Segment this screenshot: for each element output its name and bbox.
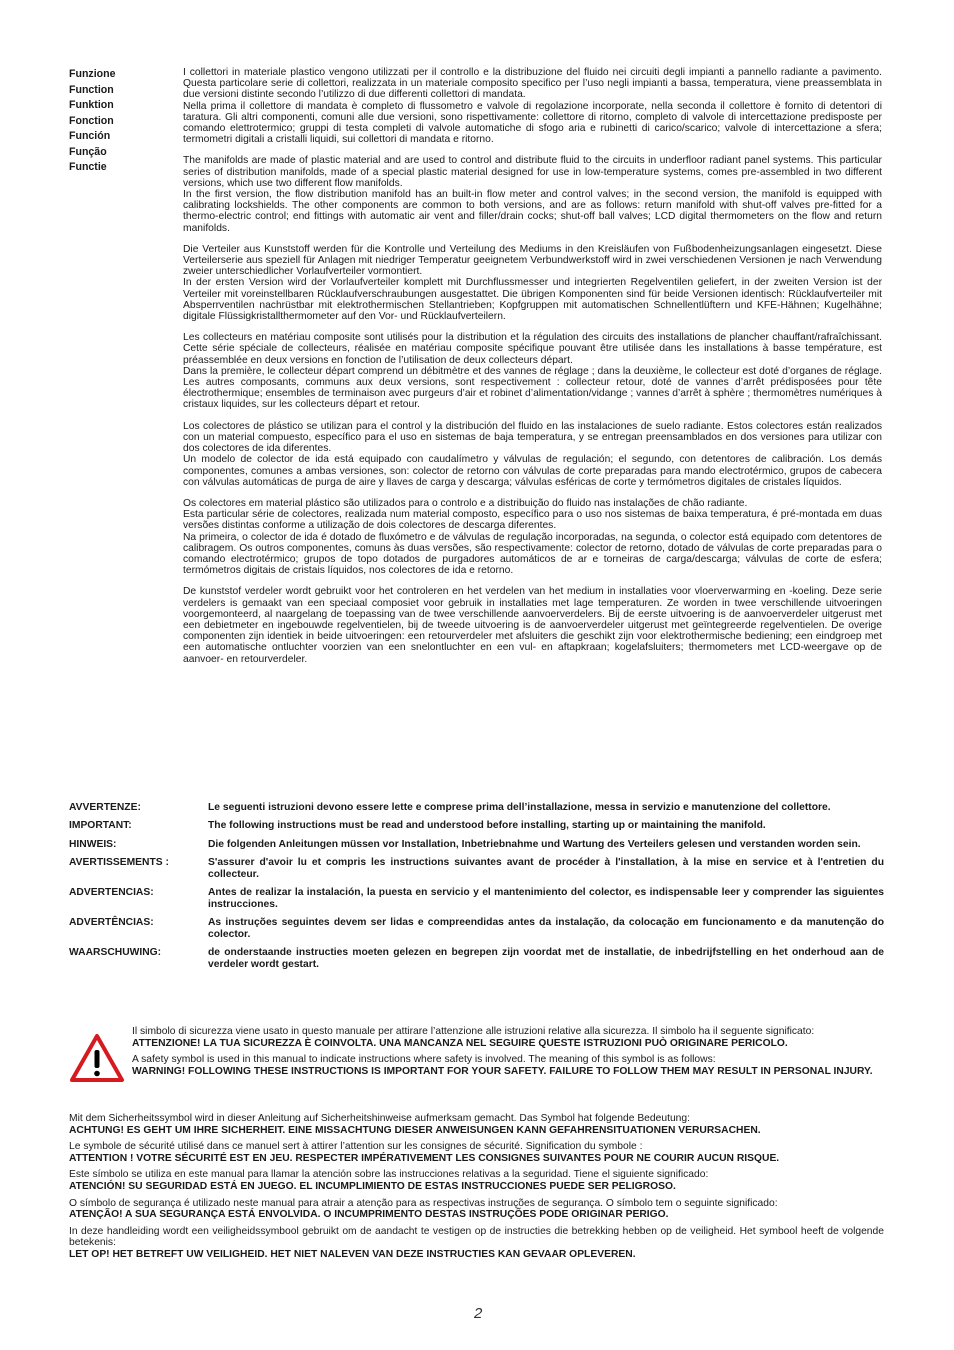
paragraph-line: Nella prima il collettore di mandata è completo di flussometro e valvole di regolazione incorporate, nella seconda il collettore è fornito di detentori di taratura. Gli altri componenti, comuni alle due versioni, sono rispettivamente: collettore di ritorno, completo di valvole di intercettazione predisposte per comando elettrotermico; gruppi di testa completi di valvole automatiche di sfogo aria e rubinetti di carico/scarico; valvole di intercettazione a sfera; termometri digitali a cristalli liquidi, sui collettori di mandata e ritorno. (183, 100, 882, 146)
warning-triangle-icon (69, 1033, 125, 1083)
safety-note-en (132, 1054, 884, 1077)
paragraph-line: Los colectores de plástico se utilizan para el control y la distribución del fluido en las instalaciones de suelo radiante. Estos colectores están realizados con un material compuesto, específico para el uso en sistemas de baja temperatura, y se entregan preensamblados en dos versiones para utilizar con dos colectores de ida diferentes. (183, 420, 882, 455)
warning-row-en (69, 820, 884, 832)
paragraph-line: Na primeira, o colector de ida é dotado de fluxómetro e de válvulas de regulação incorporadas, na segunda, o colector está equipado com detentores de calibragem. Os outros componentes, comuns às duas versões, são respectivamente: colector de retorno, dotado de válvulas de corte preparadas para o comando electrotérmico; grupos de topo dotados de purgadores automáticos de ar e torneiras de carga/descarga; válvulas de corte de esfera; termómetros digitais de cristais líquidos, nos colectores de ida e retorno. (183, 531, 882, 577)
warning-row-de (69, 839, 884, 851)
safety-note-text: Il simbolo di sicurezza viene usato in questo manuale per attirare l’attenzione alle istruzioni relative alla sicurezza. Il simbolo ha il seguente significato: (132, 1026, 815, 1037)
function-paragraph-fr (183, 332, 882, 410)
safety-note-text: Le symbole de sécurité utilisé dans ce manuel sert à attirer l’attention sur les consignes de sécurité. Signification du symbole : (69, 1141, 643, 1153)
warning-text: The following instructions must be read and understood before installing, starting up or maintaining the manifold. (208, 820, 766, 832)
safety-note-pt (69, 1198, 884, 1221)
function-paragraph-de (183, 244, 882, 322)
warning-text: S'assurer d'avoir lu et compris les instructions suivantes avant de procéder à l'installation, à la mise en service et à l'entretien du collecteur. (208, 856, 884, 880)
safety-note-text: Mit dem Sicherheitssymbol wird in dieser Anleitung auf Sicherheitshinweise aufmerksam gemacht. Das Symbol hat folgende Bedeutung: (69, 1113, 690, 1124)
warning-text: Antes de realizar la instalación, la puesta en servicio y el mantenimiento del colector, es indispensable leer y comprender las siguientes instrucciones. (208, 886, 884, 910)
warning-row-nl (69, 947, 884, 971)
warning-row-pt (69, 917, 884, 941)
function-labels (69, 67, 179, 176)
warnings-list (69, 802, 884, 977)
function-label-de: Funktion (69, 99, 114, 111)
function-label-nl: Functie (69, 161, 107, 173)
safety-note-bold: ATTENZIONE! LA TUA SICUREZZA È COINVOLTA. UNA MANCANZA NEL SEGUIRE QUESTE ISTRUZIONI PUÒ ORIGINARE PERICOLO. (132, 1037, 788, 1049)
function-paragraph-pt (183, 498, 882, 576)
safety-note-text: A safety symbol is used in this manual to indicate instructions where safety is involved. The meaning of this symbol is as follows: (132, 1054, 716, 1066)
safety-note-bold: ATTENTION ! VOTRE SÉCURITÉ EST EN JEU. RESPECTER IMPÉRATIVEMENT LES CONSIGNES SUIVANTES POUR NE COURIR AUCUN RISQUE. (69, 1152, 780, 1164)
function-paragraph-it (183, 67, 882, 145)
warning-text: As instruções seguintes devem ser lidas e compreendidas antes da instalação, da colocação em funcionamento e da manutenção do colector. (208, 917, 884, 940)
warning-text: de onderstaande instructies moeten gelezen en begrepen zijn voordat met de installatie, de inbedrijfstelling en het onderhoud aan de verdeler wordt gestart. (208, 947, 884, 970)
page-number: 2 (474, 1305, 483, 1322)
safety-note-it (132, 1026, 884, 1049)
paragraph-line: I collettori in materiale plastico vengono utilizzati per il controllo e la distribuzione del fluido nei circuiti degli impianti a pannello radiante a pavimento. Questa particolare serie di collettori, realizzata in un materiale composito specifico per l’uso negli impianti a bassa, temperatura, viene preassemblata in due versioni distinte secondo l’utilizzo di due differenti collettori di mandata. (183, 67, 882, 101)
warning-row-fr (69, 857, 884, 881)
paragraph-line: The manifolds are made of plastic material and are used to control and distribute fluid to the circuits in underfloor radiant panel systems. This particular series of distribution manifolds, made of a special plastic material designed for use in low-temperature systems, comes pre-assembled in two different versions, which use two different flow manifolds. (183, 155, 882, 189)
paragraph-line: Os colectores em material plástico são utilizados para o controlo e a distribuição do fluido nas instalações de chão radiante. (183, 497, 748, 509)
safety-note-text: O símbolo de segurança é utilizado neste manual para atrair a atenção para as respectivas instruções de segurança. O símbolo tem o seguinte significado: (69, 1197, 778, 1209)
safety-note-es (69, 1169, 884, 1192)
warning-label: ADVERTÊNCIAS: (69, 917, 154, 929)
warning-label: HINWEIS: (69, 838, 117, 850)
function-paragraph-nl (183, 586, 882, 664)
safety-note-text: In deze handleiding wordt een veiligheidssymbool gebruikt om de aandacht te vestigen op de instructies die betrekking hebben op de veiligheid. Het symbool heeft de volgende betekenis: (69, 1225, 884, 1249)
paragraph-line: Les collecteurs en matériau composite sont utilisés pour la distribution et la régulation des circuits des installations de plancher chauffant/rafraîchissant. Cette série spéciale de collecteurs, réalisée en matériau composite spécifique pouvant être utilisée dans les installations à basse température, est préassemblée en deux versions en fonction de l’utilisation de deux collecteurs départ. (183, 332, 882, 366)
safety-note-nl (69, 1226, 884, 1261)
safety-notes-top (132, 1026, 884, 1082)
function-label-pt: Função (69, 145, 107, 158)
safety-note-bold: ACHTUNG! ES GEHT UM IHRE SICHERHEIT. EINE MISSACHTUNG DIESER ANWEISUNGEN KANN GEFAHRENSITUATIONEN VERURSACHEN. (69, 1124, 761, 1136)
warning-text: Die folgenden Anleitungen müssen vor Installation, Inbetriebnahme und Wartung des Verteilers gelesen und verstanden worden sein. (208, 838, 861, 850)
paragraph-line: Die Verteiler aus Kunststoff werden für die Kontrolle und Verteilung des Mediums in den Kreisläufen von Fußbodenheizungsanlagen eingesetzt. Diese Verteilerserie aus speziell für Anlagen mit niedriger Temperatur geeignetem Verbundwerkstoff wird in zwei verschiedenen Versionen je nach Verwendung zweier unterschiedlicher Vorlaufverteiler vormontiert. (183, 243, 882, 278)
function-label-es: Función (69, 130, 111, 142)
warning-row-es (69, 887, 884, 911)
function-description (183, 67, 882, 675)
function-label-fr: Fonction (69, 114, 114, 127)
paragraph-line: Dans la première, le collecteur départ comprend un débitmètre et des vannes de réglage ; dans la deuxième, le collecteur est doté d’organes de réglage. Les autres composants, communs aux deux versions, sont respectivement : collecteur retour, doté de vannes d’arrêt prédisposées pour tête électrothermique; ensembles de terminaison avec purgeurs d’air et robinet d’alimentation/vidange ; vannes d’arrêt à sphère ; thermomètres numériques à cristaux liquides, sur les collecteurs départ et retour. (183, 365, 882, 411)
paragraph-line: Esta particular série de colectores, realizada num material composto, específico para o uso nos sistemas de baixa temperatura, é pré-montada em duas versões distintas conforme a utilização de dois colectores de descarga diferentes. (183, 509, 882, 532)
safety-note-de (69, 1113, 884, 1136)
safety-note-bold: ATENÇÃO! A SUA SEGURANÇA ESTÁ ENVOLVIDA. O INCUMPRIMENTO DESTAS INSTRUÇÕES PODE ORIGINAR PERIGO. (69, 1209, 669, 1221)
warning-label: WAARSCHUWING: (69, 947, 162, 959)
paragraph-line: Un modelo de colector de ida está equipado con caudalímetro y válvulas de regulación; el segundo, con detentores de calibración. Los demás componentes, comunes a ambas versiones, son: colector de retorno con válvulas de corte preparadas para mando electrotérmico, grupos de cabecera con válvulas automáticas de purga de aire y llaves de carga y descarga; válvulas esféricas de corte y termómetros digitales de cristales líquidos. (183, 454, 882, 488)
paragraph-line: De kunststof verdeler wordt gebruikt voor het controleren en het verdelen van het medium in installaties voor vloerverwarming en -koeling. Deze serie verdelers is gemaakt van een speciaal composiet voor gebruik in installaties met lage temperaturen. Ze worden in twee verschillende uitvoeringen voorgemonteerd, al naargelang de toepassing van de twee verschillende aanvoerverdelers. Bij de eerste uitvoering is de aanvoerverdeler uitgerust met een debietmeter en ingebouwde regelventielen, bij de tweede uitvoering is de aanvoerverdeler uitgerust met geïntegreerde regelventielen. De overige componenten zijn identiek in beide uitvoeringen: een retourverdeler met afsluiters die geschikt zijn voor elektrothermische bediening; een eindgroep met een automatische ontluchter voorzien van een snelontluchter en een vul- en aftapkraan; kogelafsluiters; thermometers met LCD-weergave op de aanvoer- en retourverdeler. (183, 586, 882, 665)
warning-label: AVERTISSEMENTS : (69, 856, 169, 868)
warning-text: Le seguenti istruzioni devono essere lette e comprese prima dell’installazione, messa in servizio e manutenzione del collettore. (208, 802, 831, 813)
safety-note-bold: LET OP! HET BETREFT UW VEILIGHEID. HET NIET NALEVEN VAN DEZE INSTRUCTIES KAN GEVAAR OPLEVEREN. (69, 1248, 636, 1260)
paragraph-line: In der ersten Version wird der Vorlaufverteiler komplett mit Durchflussmesser und integrierten Regelventilen geliefert, in der zweiten Version ist der Verteiler mit voreinstellbaren Rücklaufverschraubungen ausgestattet. Die übrigen Komponenten sind für beide Versionen identisch: Rücklaufverteiler mit Absperrventilen nachrüstbar mit elektrothermischen Stellantrieben; Kopfgruppen mit automatischen Schnellentlüftern und KFE-Hähnen; Kugelhähne; digitale Flüssigkristallthermometer auf den Vor- und Rücklaufverteilern. (183, 277, 882, 323)
safety-notes-bottom (69, 1113, 884, 1266)
warning-label: IMPORTANT: (69, 820, 132, 832)
safety-note-bold: ATENCIÓN! SU SEGURIDAD ESTÁ EN JUEGO. EL INCUMPLIMIENTO DE ESTAS INSTRUCCIONES PUEDE SER PELIGROSO. (69, 1180, 676, 1192)
function-label-it: Funzione (69, 68, 116, 80)
warning-label: AVVERTENZE: (69, 802, 141, 813)
function-label-en: Function (69, 83, 114, 96)
safety-note-fr (69, 1141, 884, 1164)
warning-label: ADVERTENCIAS: (69, 886, 154, 898)
paragraph-line: In the first version, the flow distribution manifold has an built-in flow meter and control valves; in the second version, the manifold is equipped with calibrating lockshields. The other components are common to both versions, and are as follows: return manifold with shut-off valves pre-fitted for a thermo-electric control; end fittings with automatic air vent and filler/drain cocks; shut-off ball valves; LCD digital thermometers on the flow and return manifolds. (183, 189, 882, 234)
function-paragraph-en (183, 155, 882, 233)
warning-row-it (69, 802, 884, 814)
function-paragraph-es (183, 421, 882, 488)
safety-note-bold: WARNING! FOLLOWING THESE INSTRUCTIONS IS IMPORTANT FOR YOUR SAFETY. FAILURE TO FOLLOW THEM MAY RESULT IN PERSONAL INJURY. (132, 1065, 873, 1077)
safety-note-text: Este símbolo se utiliza en este manual para llamar la atención sobre las instrucciones relativas a la seguridad. Tiene el siguiente significado: (69, 1169, 709, 1181)
